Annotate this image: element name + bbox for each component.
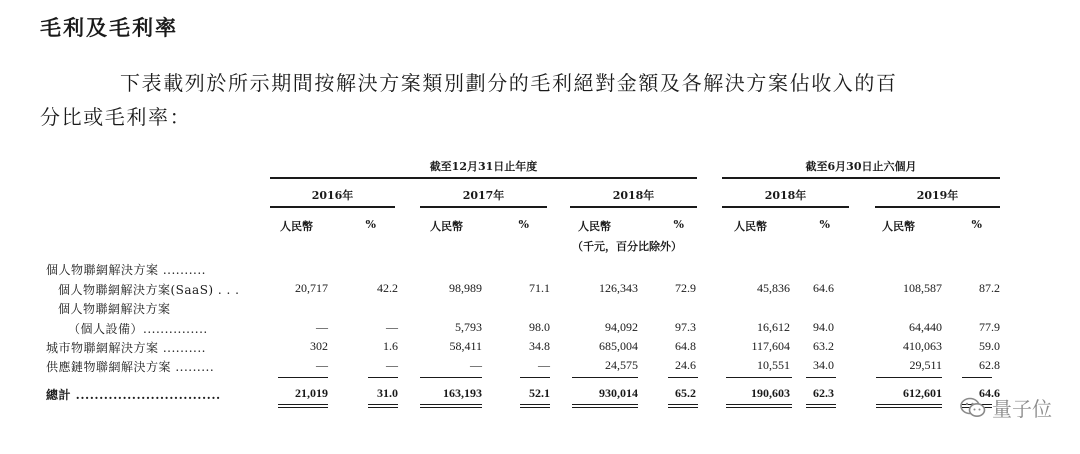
total-double-rule — [726, 404, 792, 408]
subtotal-rule — [420, 377, 482, 378]
table-cell: 302 — [310, 339, 328, 353]
row-label: 供應鏈物聯網解決方案 ......... — [46, 360, 215, 374]
total-cell: 31.0 — [377, 386, 398, 400]
table-cell: 108,587 — [903, 281, 942, 295]
year-header-2018: 2018年 — [612, 189, 655, 202]
group-rule-annual — [270, 177, 697, 179]
row-label: 城市物聯網解決方案 .......... — [46, 341, 206, 355]
total-double-rule — [420, 404, 482, 408]
subtotal-rule — [368, 377, 398, 378]
section-heading: 毛利及毛利率 — [40, 15, 178, 40]
table-cell: 16,612 — [757, 320, 790, 334]
table-cell: 97.3 — [675, 320, 696, 334]
intro-paragraph — [40, 66, 1040, 134]
paragraph-line-2: 分比或毛利率： — [40, 105, 192, 129]
year-rule-2019-half — [875, 206, 1000, 208]
table-cell: 94,092 — [605, 320, 638, 334]
total-label: 總計 ............................... — [46, 388, 221, 402]
total-cell: 65.2 — [675, 386, 696, 400]
table-cell: 63.2 — [813, 339, 834, 353]
table-cell: 77.9 — [979, 320, 1000, 334]
total-double-rule — [572, 404, 638, 408]
table-cell: 59.0 — [979, 339, 1000, 353]
subtotal-rule — [806, 377, 836, 378]
table-cell: 24.6 — [675, 358, 696, 372]
table-cell: — — [316, 320, 328, 334]
table-cell: 64.8 — [675, 339, 696, 353]
total-cell: 190,603 — [751, 386, 790, 400]
group-title-half: 截至6月30日止六個月 — [805, 160, 917, 173]
table-cell: 34.8 — [529, 339, 550, 353]
table-cell: 42.2 — [377, 281, 398, 295]
table-cell: 410,063 — [903, 339, 942, 353]
table-cell: 117,604 — [751, 339, 790, 353]
row-label: （個人設備）............... — [68, 322, 208, 336]
table-cell: 45,836 — [757, 281, 790, 295]
total-cell: 930,014 — [599, 386, 638, 400]
total-double-rule — [668, 404, 698, 408]
table-cell: 1.6 — [383, 339, 398, 353]
table-cell: 62.8 — [979, 358, 1000, 372]
total-double-rule — [368, 404, 398, 408]
year-rule-2018-half — [722, 206, 849, 208]
col-header-pct: % — [518, 218, 529, 231]
total-cell: 64.6 — [979, 386, 1000, 400]
col-header-rmb: 人民幣 — [430, 220, 463, 233]
year-rule-2017 — [420, 206, 547, 208]
table-cell: 64.6 — [813, 281, 834, 295]
subtotal-rule — [668, 377, 698, 378]
year-header-2019-half: 2019年 — [916, 189, 959, 202]
table-cell: 5,793 — [455, 320, 482, 334]
table-cell: 685,004 — [599, 339, 638, 353]
col-header-rmb: 人民幣 — [280, 220, 313, 233]
table-cell: — — [316, 358, 328, 372]
table-cell: 71.1 — [529, 281, 550, 295]
table-cell: 98,989 — [449, 281, 482, 295]
table-cell: — — [386, 320, 398, 334]
table-cell: 24,575 — [605, 358, 638, 372]
table-cell: — — [470, 358, 482, 372]
year-rule-2016 — [270, 206, 395, 208]
col-header-rmb: 人民幣 — [882, 220, 915, 233]
paragraph-line-1: 下表載列於所示期間按解決方案類別劃分的毛利絕對金額及各解決方案佔收入的百 — [120, 71, 898, 95]
table-cell: 126,343 — [599, 281, 638, 295]
year-header-2017: 2017年 — [462, 189, 505, 202]
table-cell: 64,440 — [909, 320, 942, 334]
year-header-2018-half: 2018年 — [764, 189, 807, 202]
col-header-pct: % — [819, 218, 830, 231]
subtotal-rule — [278, 377, 328, 378]
row-label: 個人物聯網解決方案 — [58, 302, 171, 316]
total-double-rule — [876, 404, 942, 408]
col-header-rmb: 人民幣 — [578, 220, 611, 233]
group-rule-half — [722, 177, 1000, 179]
year-header-2016: 2016年 — [311, 189, 354, 202]
year-rule-2018 — [570, 206, 697, 208]
table-cell: 20,717 — [295, 281, 328, 295]
subtotal-rule — [726, 377, 792, 378]
total-cell: 62.3 — [813, 386, 834, 400]
subtotal-rule — [962, 377, 992, 378]
table-cell: 72.9 — [675, 281, 696, 295]
table-cell: 87.2 — [979, 281, 1000, 295]
table-cell: — — [386, 358, 398, 372]
table-cell: 98.0 — [529, 320, 550, 334]
total-cell: 52.1 — [529, 386, 550, 400]
unit-note: （千元，百分比除外） — [572, 240, 682, 253]
total-cell: 163,193 — [443, 386, 482, 400]
group-title-annual: 截至12月31日止年度 — [429, 160, 538, 173]
table-cell: 29,511 — [909, 358, 942, 372]
col-header-pct: % — [365, 218, 376, 231]
subtotal-rule — [876, 377, 942, 378]
table-cell: 58,411 — [449, 339, 482, 353]
col-header-pct: % — [971, 218, 982, 231]
subtotal-rule — [520, 377, 550, 378]
row-label: 個人物聯網解決方案(SaaS) . . . — [58, 283, 240, 297]
table-cell: — — [538, 358, 550, 372]
total-cell: 612,601 — [903, 386, 942, 400]
wechat-icon — [960, 397, 986, 419]
total-double-rule — [806, 404, 836, 408]
total-cell: 21,019 — [295, 386, 328, 400]
subtotal-rule — [572, 377, 638, 378]
watermark — [960, 393, 1052, 422]
col-header-pct: % — [673, 218, 684, 231]
table-cell: 10,551 — [757, 358, 790, 372]
row-label: 個人物聯網解決方案 .......... — [46, 263, 206, 277]
col-header-rmb: 人民幣 — [734, 220, 767, 233]
table-cell: 34.0 — [813, 358, 834, 372]
total-double-rule — [520, 404, 550, 408]
total-double-rule — [278, 404, 328, 408]
table-cell: 94.0 — [813, 320, 834, 334]
watermark-text: 量子位 — [992, 397, 1052, 421]
